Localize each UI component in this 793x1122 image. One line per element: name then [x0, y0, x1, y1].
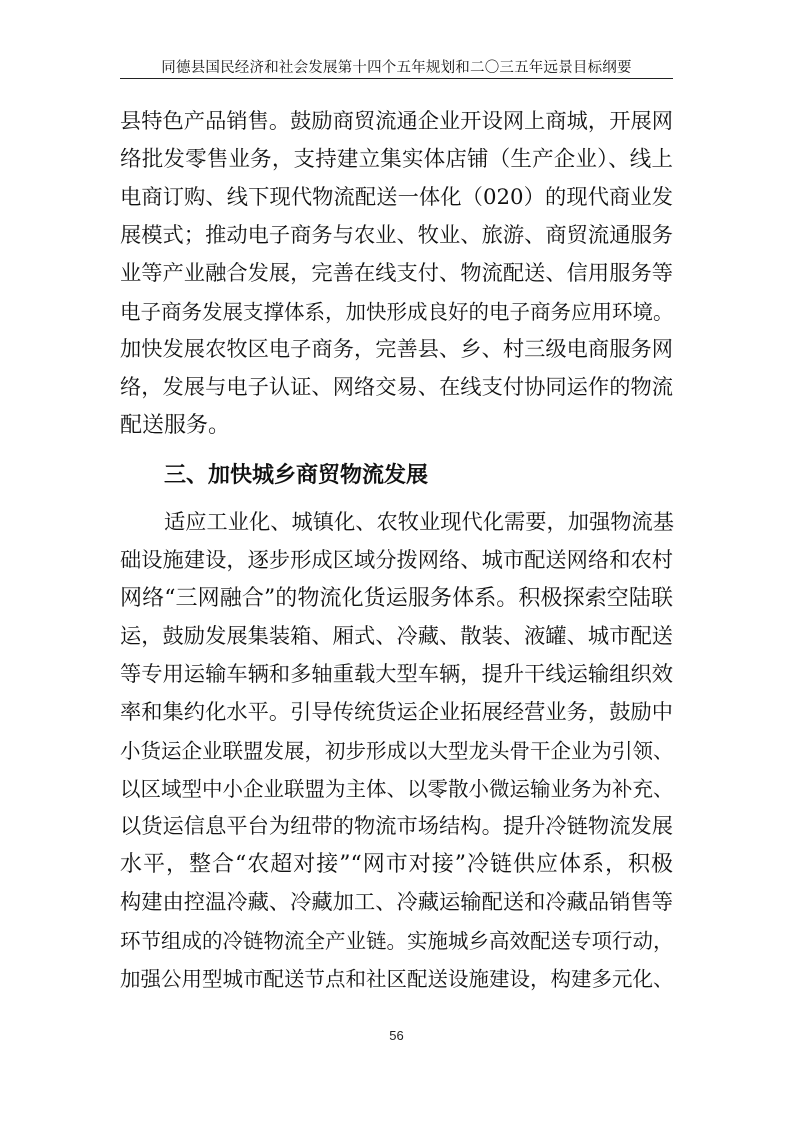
paragraph-line: 络，发展与电子认证、网络交易、在线支付协同运作的物流 [120, 375, 673, 400]
paragraph-line: 以区域型中小企业联盟为主体、以零散小微运输业务为补充、 [120, 777, 674, 801]
paragraph-line: 网络“三网融合”的物流化货运服务体系。积极探索空陆联 [120, 586, 673, 611]
paragraph-line: 率和集约化水平。引导传统货运企业拓展经营业务，鼓励中 [120, 700, 673, 725]
paragraph-line: 加快发展农牧区电子商务，完善县、乡、村三级电商服务网 [120, 337, 673, 362]
paragraph-line: 展模式；推动电子商务与农业、牧业、旅游、商贸流通服务 [120, 223, 673, 248]
paragraph-line: 业等产业融合发展，完善在线支付、物流配送、信用服务等 [120, 261, 673, 286]
paragraph-line: 础设施建设，逐步形成区域分拨网络、城市配送网络和农村 [120, 548, 673, 573]
paragraph-line: 以货运信息平台为纽带的物流市场结构。提升冷链物流发展 [120, 814, 673, 839]
paragraph-line: 电子商务发展支撑体系，加快形成良好的电子商务应用环境。 [120, 300, 674, 324]
page-number: 56 [389, 1028, 404, 1043]
paragraph-line: 构建由控温冷藏、冷藏加工、冷藏运输配送和冷藏品销售等 [120, 890, 673, 915]
paragraph-line: 电商订购、线下现代物流配送一体化（020）的现代商业发 [120, 185, 673, 210]
paragraph-line: 适应工业化、城镇化、农牧业现代化需要，加强物流基 [164, 510, 675, 535]
paragraph-line: 环节组成的冷链物流全产业链。实施城乡高效配送专项行动， [120, 929, 674, 953]
paragraph-line: 水平，整合“农超对接”“网市对接”冷链供应体系，积极 [120, 852, 673, 877]
paragraph-line: 县特色产品销售。鼓励商贸流通企业开设网上商城，开展网 [120, 109, 673, 134]
paragraph-line: 加强公用型城市配送节点和社区配送设施建设，构建多元化、 [120, 967, 674, 991]
section-heading: 三、加快城乡商贸物流发展 [164, 463, 429, 488]
paragraph-line: 络批发零售业务，支持建立集实体店铺（生产企业）、线上 [120, 147, 673, 172]
paragraph-line: 小货运企业联盟发展，初步形成以大型龙头骨干企业为引领、 [120, 739, 674, 763]
paragraph-line: 配送服务。 [120, 413, 231, 438]
running-header: 同德县国民经济和社会发展第十四个五年规划和二〇三五年远景目标纲要 [161, 60, 632, 76]
paragraph-line: 等专用运输车辆和多轴重载大型车辆，提升干线运输组织效 [120, 662, 673, 687]
paragraph-line: 运，鼓励发展集装箱、厢式、冷藏、散装、液罐、城市配送 [120, 624, 673, 649]
